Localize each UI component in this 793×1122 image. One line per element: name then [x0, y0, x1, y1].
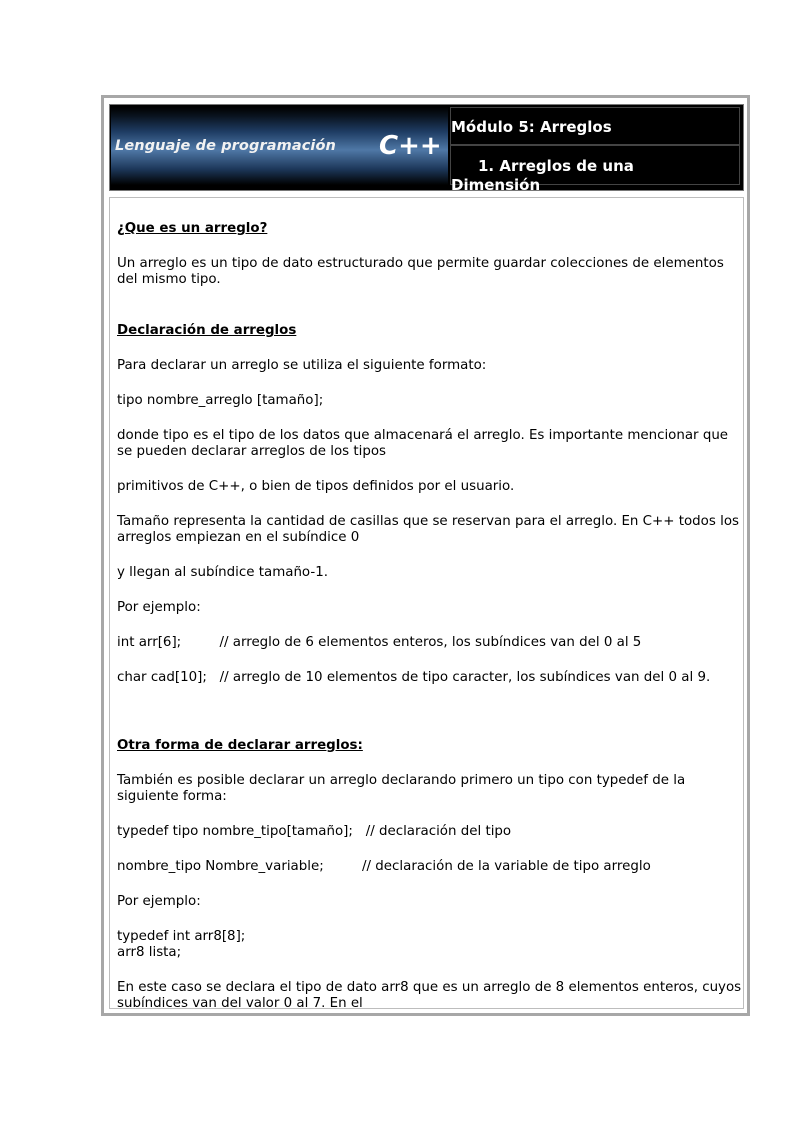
- heading-declaracion: Declaración de arreglos: [117, 323, 297, 338]
- heading-otra-forma: Otra forma de declarar arreglos:: [117, 738, 363, 753]
- paragraph: Tamaño representa la cantidad de casillas que se reservan para el arreglo. En C++ todos los arreglos empiezan en el subíndice 0: [117, 514, 739, 545]
- module-title: Módulo 5: Arreglos: [451, 118, 612, 136]
- logo-cpp: C++: [379, 131, 442, 161]
- paragraph: Para declarar un arreglo se utiliza el siguiente formato:: [117, 358, 487, 373]
- content-box: [109, 197, 744, 1009]
- logo-text: Lenguaje de programación: [115, 138, 336, 154]
- heading-que-es: ¿Que es un arreglo?: [117, 221, 268, 236]
- code-example: nombre_tipo Nombre_variable; // declaración de la variable de tipo arreglo: [117, 859, 651, 874]
- paragraph: primitivos de C++, o bien de tipos definidos por el usuario.: [117, 479, 515, 494]
- code-example: char cad[10]; // arreglo de 10 elementos de tipo caracter, los subíndices van del 0 al 9.: [117, 670, 711, 685]
- section-title: [451, 157, 741, 195]
- module-header: [109, 104, 744, 194]
- paragraph: También es posible declarar un arreglo declarando primero un tipo con typedef de la siguiente forma:: [117, 773, 686, 804]
- code-block: [117, 929, 747, 961]
- paragraph: En este caso se declara el tipo de dato arr8 que es un arreglo de 8 elementos enteros, cuyos subíndices van del valor 0 al 7. En el: [117, 980, 742, 1011]
- cpp-logo-banner: [111, 107, 448, 185]
- section-title-line2: Dimensión: [451, 176, 541, 194]
- section-title-line1: 1. Arreglos de una: [478, 157, 634, 175]
- content-text: [117, 221, 747, 1031]
- page-frame: [101, 95, 750, 1016]
- code-line: arr8 lista;: [117, 945, 182, 960]
- paragraph: Por ejemplo:: [117, 894, 201, 909]
- code-example: typedef tipo nombre_tipo[tamaño]; // declaración del tipo: [117, 824, 512, 839]
- code-example: int arr[6]; // arreglo de 6 elementos enteros, los subíndices van del 0 al 5: [117, 635, 642, 650]
- paragraph: donde tipo es el tipo de los datos que almacenará el arreglo. Es importante mencionar que se pueden declarar arreglos de los tipos: [117, 428, 729, 459]
- code-line: typedef int arr8[8];: [117, 929, 246, 944]
- paragraph: tipo nombre_arreglo [tamaño];: [117, 393, 324, 408]
- paragraph: Por ejemplo:: [117, 600, 201, 615]
- paragraph: Un arreglo es un tipo de dato estructurado que permite guardar colecciones de elementos del mismo tipo.: [117, 256, 724, 287]
- paragraph: y llegan al subíndice tamaño-1.: [117, 565, 328, 580]
